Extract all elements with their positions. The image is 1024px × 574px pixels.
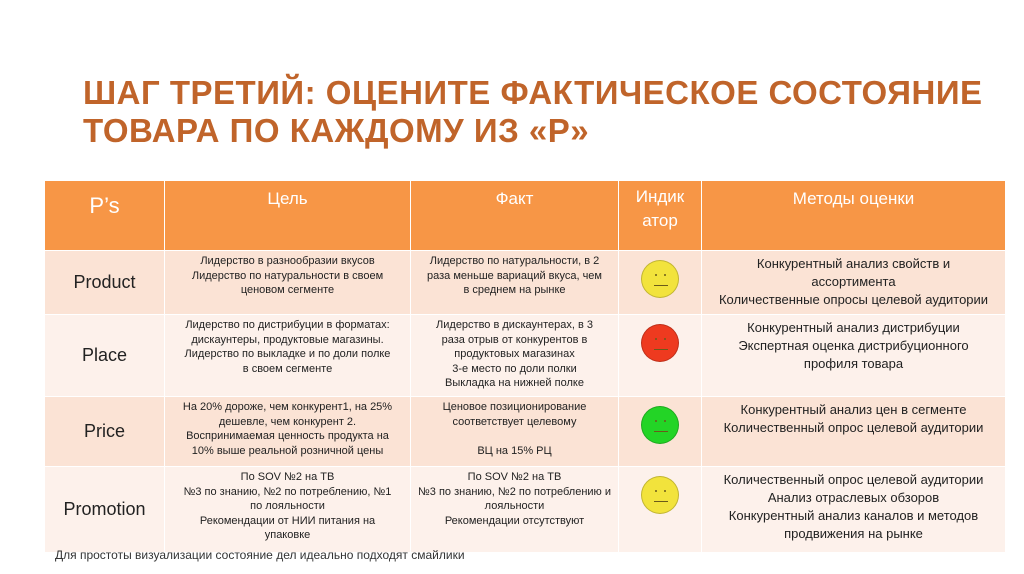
table-row xyxy=(45,397,1006,467)
fact-line: продуктовых магазинах xyxy=(454,348,575,360)
table-header-row xyxy=(45,181,1006,251)
fact-cell xyxy=(411,315,619,397)
fact-line: 3-е место по доли полки xyxy=(452,362,577,375)
header-goal: Цель xyxy=(165,181,411,251)
header-indicator-line-1: Индик xyxy=(635,187,685,206)
fact-line: №3 по знанию, №2 по потреблению и xyxy=(417,485,612,498)
goal-line: дешевле, чем конкурент 2. xyxy=(218,415,357,428)
methods-line: Экспертная оценка дистрибуционного xyxy=(738,338,969,353)
smiley-eye xyxy=(664,420,666,422)
goal-cell xyxy=(165,467,411,553)
smiley-mouth xyxy=(654,285,668,286)
footer-note: Для простоты визуализации состояние дел идеально подходят смайлики xyxy=(55,548,465,562)
red-smiley-icon xyxy=(641,324,679,362)
table-row xyxy=(45,315,1006,397)
goal-line: Лидерство по натуральности в своем xyxy=(191,269,384,282)
smiley-eye xyxy=(664,490,666,492)
goal-cell xyxy=(165,251,411,315)
goal-cell xyxy=(165,397,411,467)
smiley-eye xyxy=(655,274,657,276)
goal-line: в своем сегменте xyxy=(242,362,333,375)
goal-line: Лидерство по дистрибуции в форматах: xyxy=(185,319,390,331)
p-label: Product xyxy=(45,251,165,315)
indicator-cell xyxy=(619,467,702,553)
evaluation-table xyxy=(44,180,1006,553)
fact-line: раза отрыв от конкурентов в xyxy=(441,333,588,346)
methods-line: ассортимента xyxy=(811,274,896,289)
table-row xyxy=(45,467,1006,553)
smiley-eye xyxy=(655,490,657,492)
methods-line: Количественный опрос целевой аудитории xyxy=(723,420,984,435)
smiley-eye xyxy=(664,274,666,276)
goal-line: №3 по знанию, №2 по потреблению, №1 xyxy=(183,485,392,498)
fact-cell xyxy=(411,397,619,467)
fact-cell xyxy=(411,251,619,315)
header-ps: P’s xyxy=(45,181,165,251)
methods-line: Анализ отраслевых обзоров xyxy=(767,490,940,505)
goal-line: На 20% дороже, чем конкурент1, на 25% xyxy=(182,401,393,413)
green-smiley-icon xyxy=(641,406,679,444)
methods-line: Количественный опрос целевой аудитории xyxy=(723,472,984,487)
smiley-mouth xyxy=(654,431,668,432)
goal-line: ценовом сегменте xyxy=(240,284,335,296)
header-indicator-line-2: атор xyxy=(642,211,678,230)
goal-line: по лояльности xyxy=(250,500,325,512)
smiley-mouth xyxy=(654,349,668,350)
fact-line: Лидерство в дискаунтерах, в 3 xyxy=(436,319,593,331)
goal-line: упаковке xyxy=(264,529,311,541)
methods-cell xyxy=(702,467,1006,553)
header-indicator xyxy=(619,181,702,251)
fact-line: ВЦ на 15% РЦ xyxy=(477,444,552,457)
indicator-cell xyxy=(619,315,702,397)
header-methods: Методы оценки xyxy=(702,181,1006,251)
goal-line: Лидерство по выкладке и по доли полке xyxy=(184,348,391,360)
fact-line: Рекомендации отсутствуют xyxy=(444,514,585,527)
methods-line: профиля товара xyxy=(803,356,904,371)
goal-line: дискаунтеры, продуктовые магазины. xyxy=(191,333,384,346)
methods-cell xyxy=(702,397,1006,467)
p-label: Price xyxy=(45,397,165,467)
fact-line: Выкладка на нижней полке xyxy=(445,377,584,389)
page-title-line-2: ТОВАРА ПО КАЖДОМУ ИЗ «Р» xyxy=(83,112,590,149)
methods-line: Конкурентный анализ цен в сегменте xyxy=(740,402,967,417)
header-fact: Факт xyxy=(411,181,619,251)
fact-line: раза меньше вариаций вкуса, чем xyxy=(427,269,602,282)
goal-cell xyxy=(165,315,411,397)
smiley-eye xyxy=(655,338,657,340)
fact-line: соответствует целевому xyxy=(452,415,577,428)
smiley-eye xyxy=(664,338,666,340)
methods-cell xyxy=(702,315,1006,397)
fact-line: лояльности xyxy=(484,500,545,512)
goal-line: Лидерство в разнообразии вкусов xyxy=(200,255,375,267)
page-title xyxy=(83,74,983,150)
methods-line: Конкурентный анализ каналов и методов xyxy=(728,508,979,523)
fact-line: По SOV №2 на ТВ xyxy=(467,471,562,483)
methods-line: продвижения на рынке xyxy=(784,526,923,541)
table-row xyxy=(45,251,1006,315)
goal-line: Воспринимаемая ценность продукта на xyxy=(186,430,389,442)
methods-line: Конкурентный анализ свойств и xyxy=(756,256,951,271)
page-title-line-1: ШАГ ТРЕТИЙ: ОЦЕНИТЕ ФАКТИЧЕСКОЕ СОСТОЯНИЕ xyxy=(83,74,983,111)
fact-line: Ценовое позиционирование xyxy=(442,401,587,413)
p-label: Promotion xyxy=(45,467,165,553)
fact-cell xyxy=(411,467,619,553)
methods-cell xyxy=(702,251,1006,315)
smiley-mouth xyxy=(654,501,668,502)
smiley-eye xyxy=(655,420,657,422)
goal-line: По SOV №2 на ТВ xyxy=(240,471,335,483)
methods-line: Количественные опросы целевой аудитории xyxy=(718,292,989,307)
yellow-smiley-icon xyxy=(641,476,679,514)
fact-line: Лидерство по натуральности, в 2 xyxy=(429,255,600,267)
p-label: Place xyxy=(45,315,165,397)
goal-line: 10% выше реальной розничной цены xyxy=(191,444,384,457)
fact-line xyxy=(411,429,618,444)
yellow-smiley-icon xyxy=(641,260,679,298)
indicator-cell xyxy=(619,397,702,467)
fact-line: в среднем на рынке xyxy=(463,284,566,296)
indicator-cell xyxy=(619,251,702,315)
methods-line: Конкурентный анализ дистрибуции xyxy=(747,320,960,335)
goal-line: Рекомендации от НИИ питания на xyxy=(199,514,376,527)
